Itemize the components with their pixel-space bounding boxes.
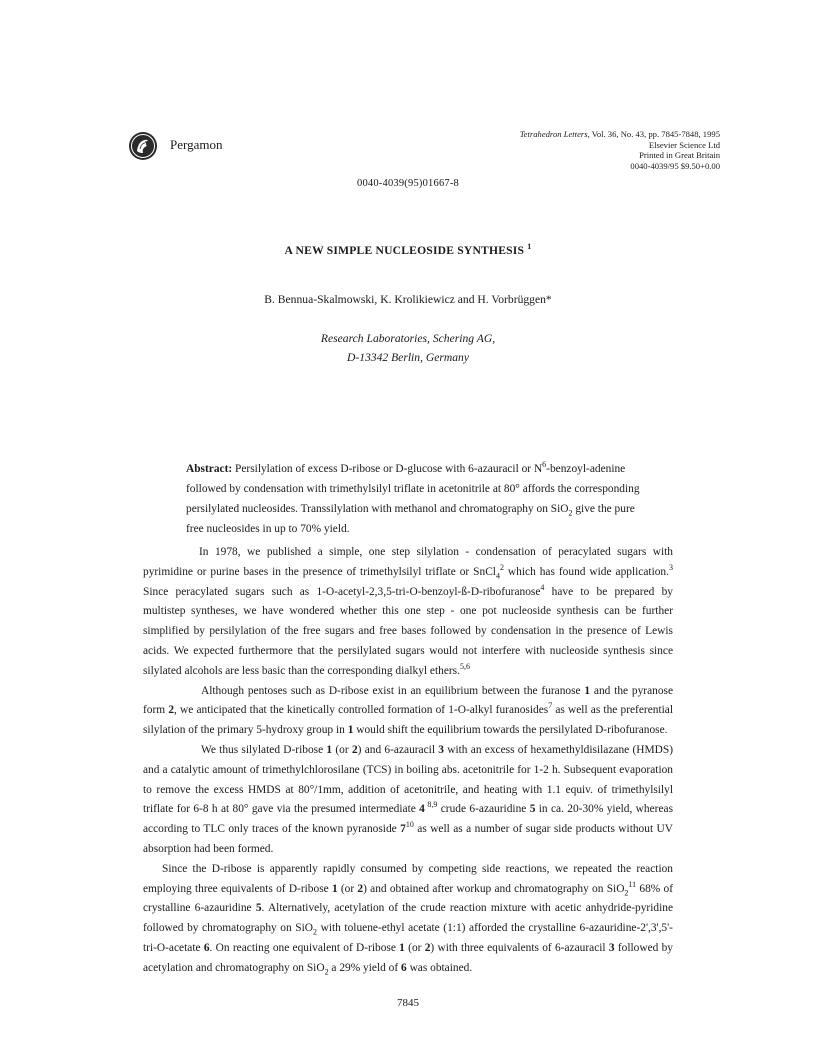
article-title xyxy=(0,244,816,257)
title-footnote-ref: 1 xyxy=(527,242,532,252)
abstract-text: Persilylation of excess D-ribose or D-glucose with 6-azauracil or N xyxy=(232,463,543,475)
subscript: 2 xyxy=(568,508,573,518)
text: was obtained. xyxy=(406,961,473,974)
compound-number: 2 xyxy=(424,941,431,954)
text: in ca. 20-30% yield, whereas according to TLC only traces of the known pyranoside xyxy=(143,803,673,836)
subscript: 2 xyxy=(313,927,317,937)
compound-number: 5 xyxy=(255,902,262,915)
text: and the pyranose form xyxy=(143,684,673,717)
abstract-text: -benzoyl-adenine followed by condensation with trimethylsilyl triflate in acetonitrile at 80° affords the corresponding persilylated nucleosides. Transsilylation with methanol and chromatography on SiO xyxy=(186,463,640,515)
journal-citation xyxy=(420,129,720,171)
publisher-name: Pergamon xyxy=(170,137,223,152)
text: , we anticipated that the kinetically controlled formation of 1-O-alkyl furanosides xyxy=(174,704,549,717)
journal-line-2: Elsevier Science Ltd xyxy=(648,139,720,150)
compound-number: 5 xyxy=(529,803,536,816)
text: Since peracylated sugars such as 1-O-acetyl-2,3,5-tri-O-benzoyl-ß-D-ribofuranose xyxy=(143,585,541,598)
paragraph-2 xyxy=(143,682,673,741)
text: with an excess of hexamethyldisilazane (HMDS) and a catalytic amount of trimethylchlorosilane (TCS) in boiling abs. acetonitrile for 1-2 h. Subsequent evaporation to remove the excess HMDS at 80°/1mm, addition of acetonitrile, and heating with 1.1 equiv. of trimethylsilyl triflate for 6-8 h at 80° gave via the presumed intermediate xyxy=(143,743,673,816)
compound-number: 1 xyxy=(331,882,338,895)
compound-number: 2 xyxy=(168,704,175,717)
text: a 29% yield of xyxy=(328,961,402,974)
compound-number: 3 xyxy=(438,743,444,756)
text: which has found wide application. xyxy=(503,565,669,578)
journal-line-1 xyxy=(420,129,720,140)
journal-name: Tetrahedron Letters xyxy=(519,129,588,139)
compound-number: 1 xyxy=(326,743,333,756)
journal-line-4: 0040-4039/95 $9.50+0.00 xyxy=(630,160,720,171)
superscript: 6 xyxy=(542,460,547,470)
compound-number: 6 xyxy=(203,941,210,954)
affiliation-line-1: Research Laboratories, Schering AG, xyxy=(320,332,496,345)
text: Since the D-ribose is apparently rapidly consumed by competing side reactions, we repeated the reaction employing three equivalents of D-ribose xyxy=(143,862,673,895)
compound-number: 1 xyxy=(399,941,405,954)
text: (or xyxy=(332,743,352,756)
text: . Alternatively, acetylation of the crude reaction mixture with acetic anhydride-pyridine followed by chromatography on SiO xyxy=(143,902,674,935)
text: (or xyxy=(337,882,358,895)
affiliation-line-2: D-13342 Berlin, Germany xyxy=(346,350,470,364)
text: 68% of crystalline 6-azauridine xyxy=(143,882,673,915)
publisher-logo xyxy=(128,131,158,161)
text: ) with three equivalents of 6-azauracil xyxy=(430,941,609,954)
page-number: 7845 xyxy=(397,997,419,1009)
text: (or xyxy=(404,941,425,954)
compound-number: 3 xyxy=(608,941,615,954)
author-list: B. Bennua-Skalmowski, K. Krolikiewicz and H. Vorbrüggen* xyxy=(264,293,552,306)
text: In 1978, we published a simple, one step silylation - condensation of peracylated sugars with pyrimidine or purine bases in the presence of trimethylsilyl triflate or SnCl xyxy=(143,546,673,578)
reference-sup: 5,6 xyxy=(459,661,470,671)
compound-number: 4 xyxy=(419,803,425,816)
subscript: 4 xyxy=(495,571,500,581)
text: followed by acetylation and chromatography on SiO xyxy=(143,941,674,974)
abstract-text: give the pure free nucleosides in up to 70% yield. xyxy=(186,503,635,535)
reference-sup: 2 xyxy=(499,563,504,572)
affiliation xyxy=(0,330,816,367)
journal-volume: , Vol. 36, No. 43, pp. 7845-7848, 1995 xyxy=(587,129,720,139)
body-text xyxy=(143,543,673,979)
abstract-label: Abstract: xyxy=(186,463,233,475)
compound-number: 2 xyxy=(351,743,358,756)
text: Although pentoses such as D-ribose exist in an equilibrium between the furanose xyxy=(201,684,585,697)
compound-number: 1 xyxy=(584,684,591,697)
reference-sup: 11 xyxy=(628,879,637,889)
text: crude 6-azauridine xyxy=(437,803,530,816)
subscript: 2 xyxy=(324,967,329,977)
reference-sup: 10 xyxy=(405,820,414,830)
text: would shift the equilibrium towards the persilylated D-ribofuranose. xyxy=(353,724,668,737)
text: as well as a number of sugar side products without UV absorption had been formed. xyxy=(143,823,673,855)
subscript: 2 xyxy=(624,887,629,897)
text: ) and 6-azauracil xyxy=(357,743,439,756)
paragraph-4 xyxy=(143,860,673,979)
paragraph-1 xyxy=(143,543,673,682)
text: with toluene-ethyl acetate (1:1) afforded the crystalline 6-azauridine-2',3',5'-tri-O-acetate xyxy=(143,922,673,954)
compound-number: 2 xyxy=(357,882,364,895)
title-text: A NEW SIMPLE NUCLEOSIDE SYNTHESIS xyxy=(284,244,525,257)
paragraph-3 xyxy=(143,741,673,860)
text: as well as the preferential silylation of the primary 5-hydroxy group in xyxy=(143,704,673,737)
reference-sup: 4 xyxy=(540,582,545,592)
text: . On reacting one equivalent of D-ribose xyxy=(209,941,400,954)
reference-sup: 8,9 xyxy=(424,800,438,810)
reference-sup: 7 xyxy=(548,701,553,711)
compound-number: 1 xyxy=(347,724,354,737)
text: ) and obtained after workup and chromatography on SiO xyxy=(363,882,625,895)
article-identifier: 0040-4039(95)01667-8 xyxy=(357,178,459,189)
text: have to be prepared by multistep syntheses, we have wondered whether this one step - one pot nucleoside synthesis can be further simplified by persilylation of the free sugars and free bases followed by condensation in the presence of Lewis acids. We expected furthermore that the persilylated sugars would not interfere with nucleoside synthesis since silylated alcohols are less basic than the corresponding dialkyl ethers. xyxy=(143,585,673,677)
reference-sup: 3 xyxy=(668,563,673,572)
abstract xyxy=(186,459,642,539)
text: We thus silylated D-ribose xyxy=(201,743,327,756)
compound-number: 7 xyxy=(400,823,406,836)
journal-line-3: Printed in Great Britain xyxy=(639,150,720,161)
compound-number: 6 xyxy=(401,961,407,974)
